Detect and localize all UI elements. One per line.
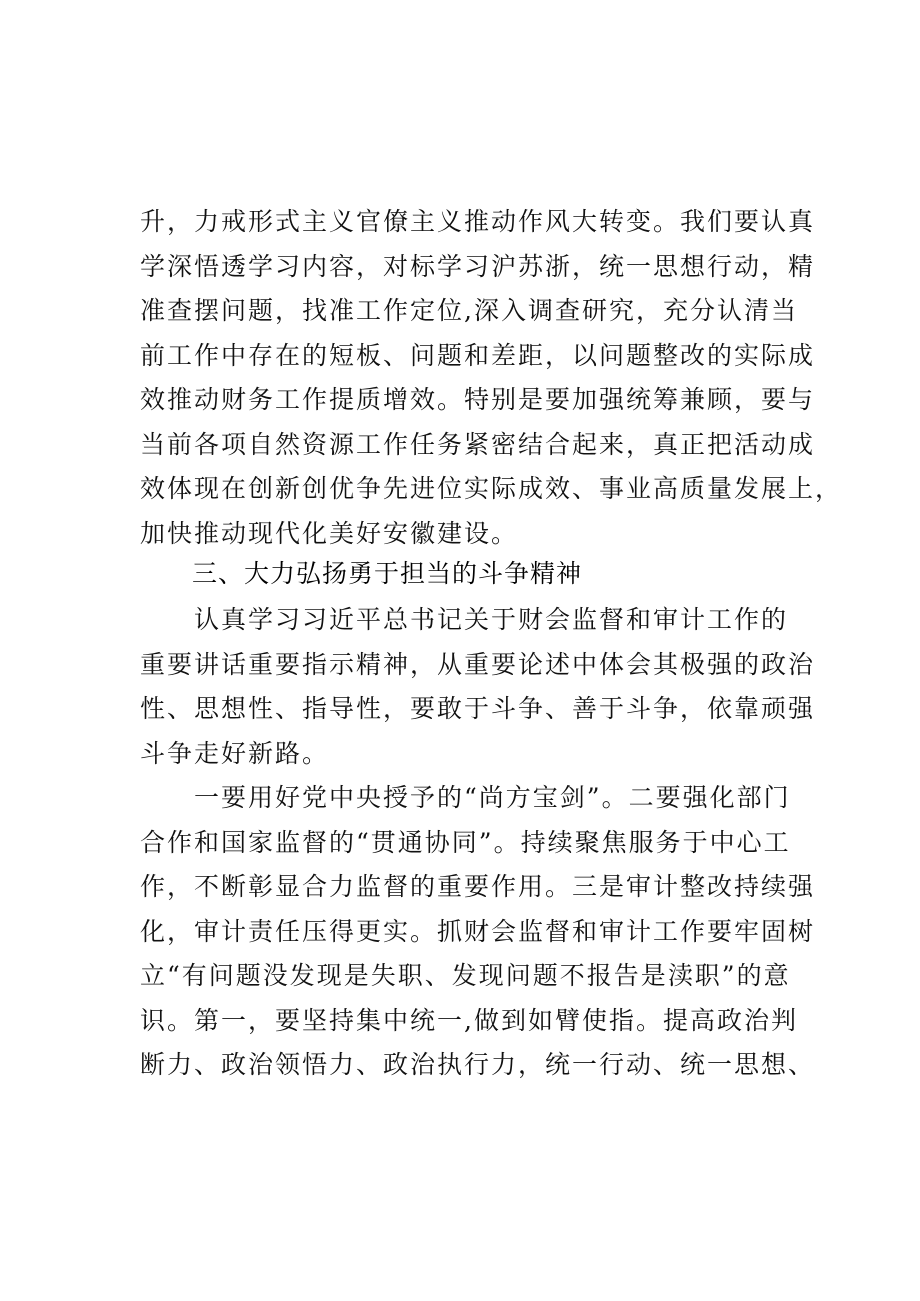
section-heading: 三、大力弘扬勇于担当的斗争精神	[192, 559, 583, 588]
text-line: 升，力戒形式主义官僚主义推动作风大转变。我们要认真	[140, 207, 816, 236]
text-line: 一要用好党中央授予的“尚方宝剑”。二要强化部门	[194, 783, 791, 812]
text-line: 作，不断彰显合力监督的重要作用。三是审计整改持续强	[140, 872, 816, 901]
text-line: 当前各项自然资源工作任务紧密结合起来，真正把活动成	[140, 429, 816, 459]
paragraph-continuation	[140, 200, 843, 556]
text-line: 准查摆问题，找准工作定位,深入调查研究，充分认清当	[140, 296, 798, 325]
text-line: 认真学习习近平总书记关于财会监督和审计工作的	[194, 605, 789, 634]
paragraph-study	[140, 598, 816, 776]
paragraph-measures	[140, 776, 816, 1088]
text-line: 效推动财务工作提质增效。特别是要加强统筹兼顾，要与	[140, 385, 816, 414]
text-line: 断力、政治领悟力、政治执行力，统一行动、统一思想、	[140, 1050, 816, 1079]
text-line: 合作和国家监督的“贯通协同”。持续聚焦服务于中心工	[140, 827, 791, 857]
text-line: 加快推动现代化美好安徽建设。	[140, 518, 519, 548]
text-line: 学深悟透学习内容，对标学习沪苏浙，统一思想行动，精	[140, 251, 816, 281]
text-line: 斗争走好新路。	[140, 738, 330, 768]
text-line: 性、思想性、指导性，要敢于斗争、善于斗争，依靠顽强	[140, 694, 816, 723]
text-line: 效体现在创新创优争先进位实际成效、事业高质量发展上，	[140, 474, 843, 503]
text-line: 识。第一，要坚持集中统一,做到如臂使指。提高政治判	[140, 1005, 798, 1035]
text-line: 重要讲话重要指示精神，从重要论述中体会其极强的政治	[140, 649, 816, 679]
text-line: 立“有问题没发现是失职、发现问题不报告是渎职”的意	[140, 961, 791, 990]
text-line: 前工作中存在的短板、问题和差距，以问题整改的实际成	[140, 340, 816, 370]
text-line: 化，审计责任压得更实。抓财会监督和审计工作要牢固树	[140, 916, 816, 946]
